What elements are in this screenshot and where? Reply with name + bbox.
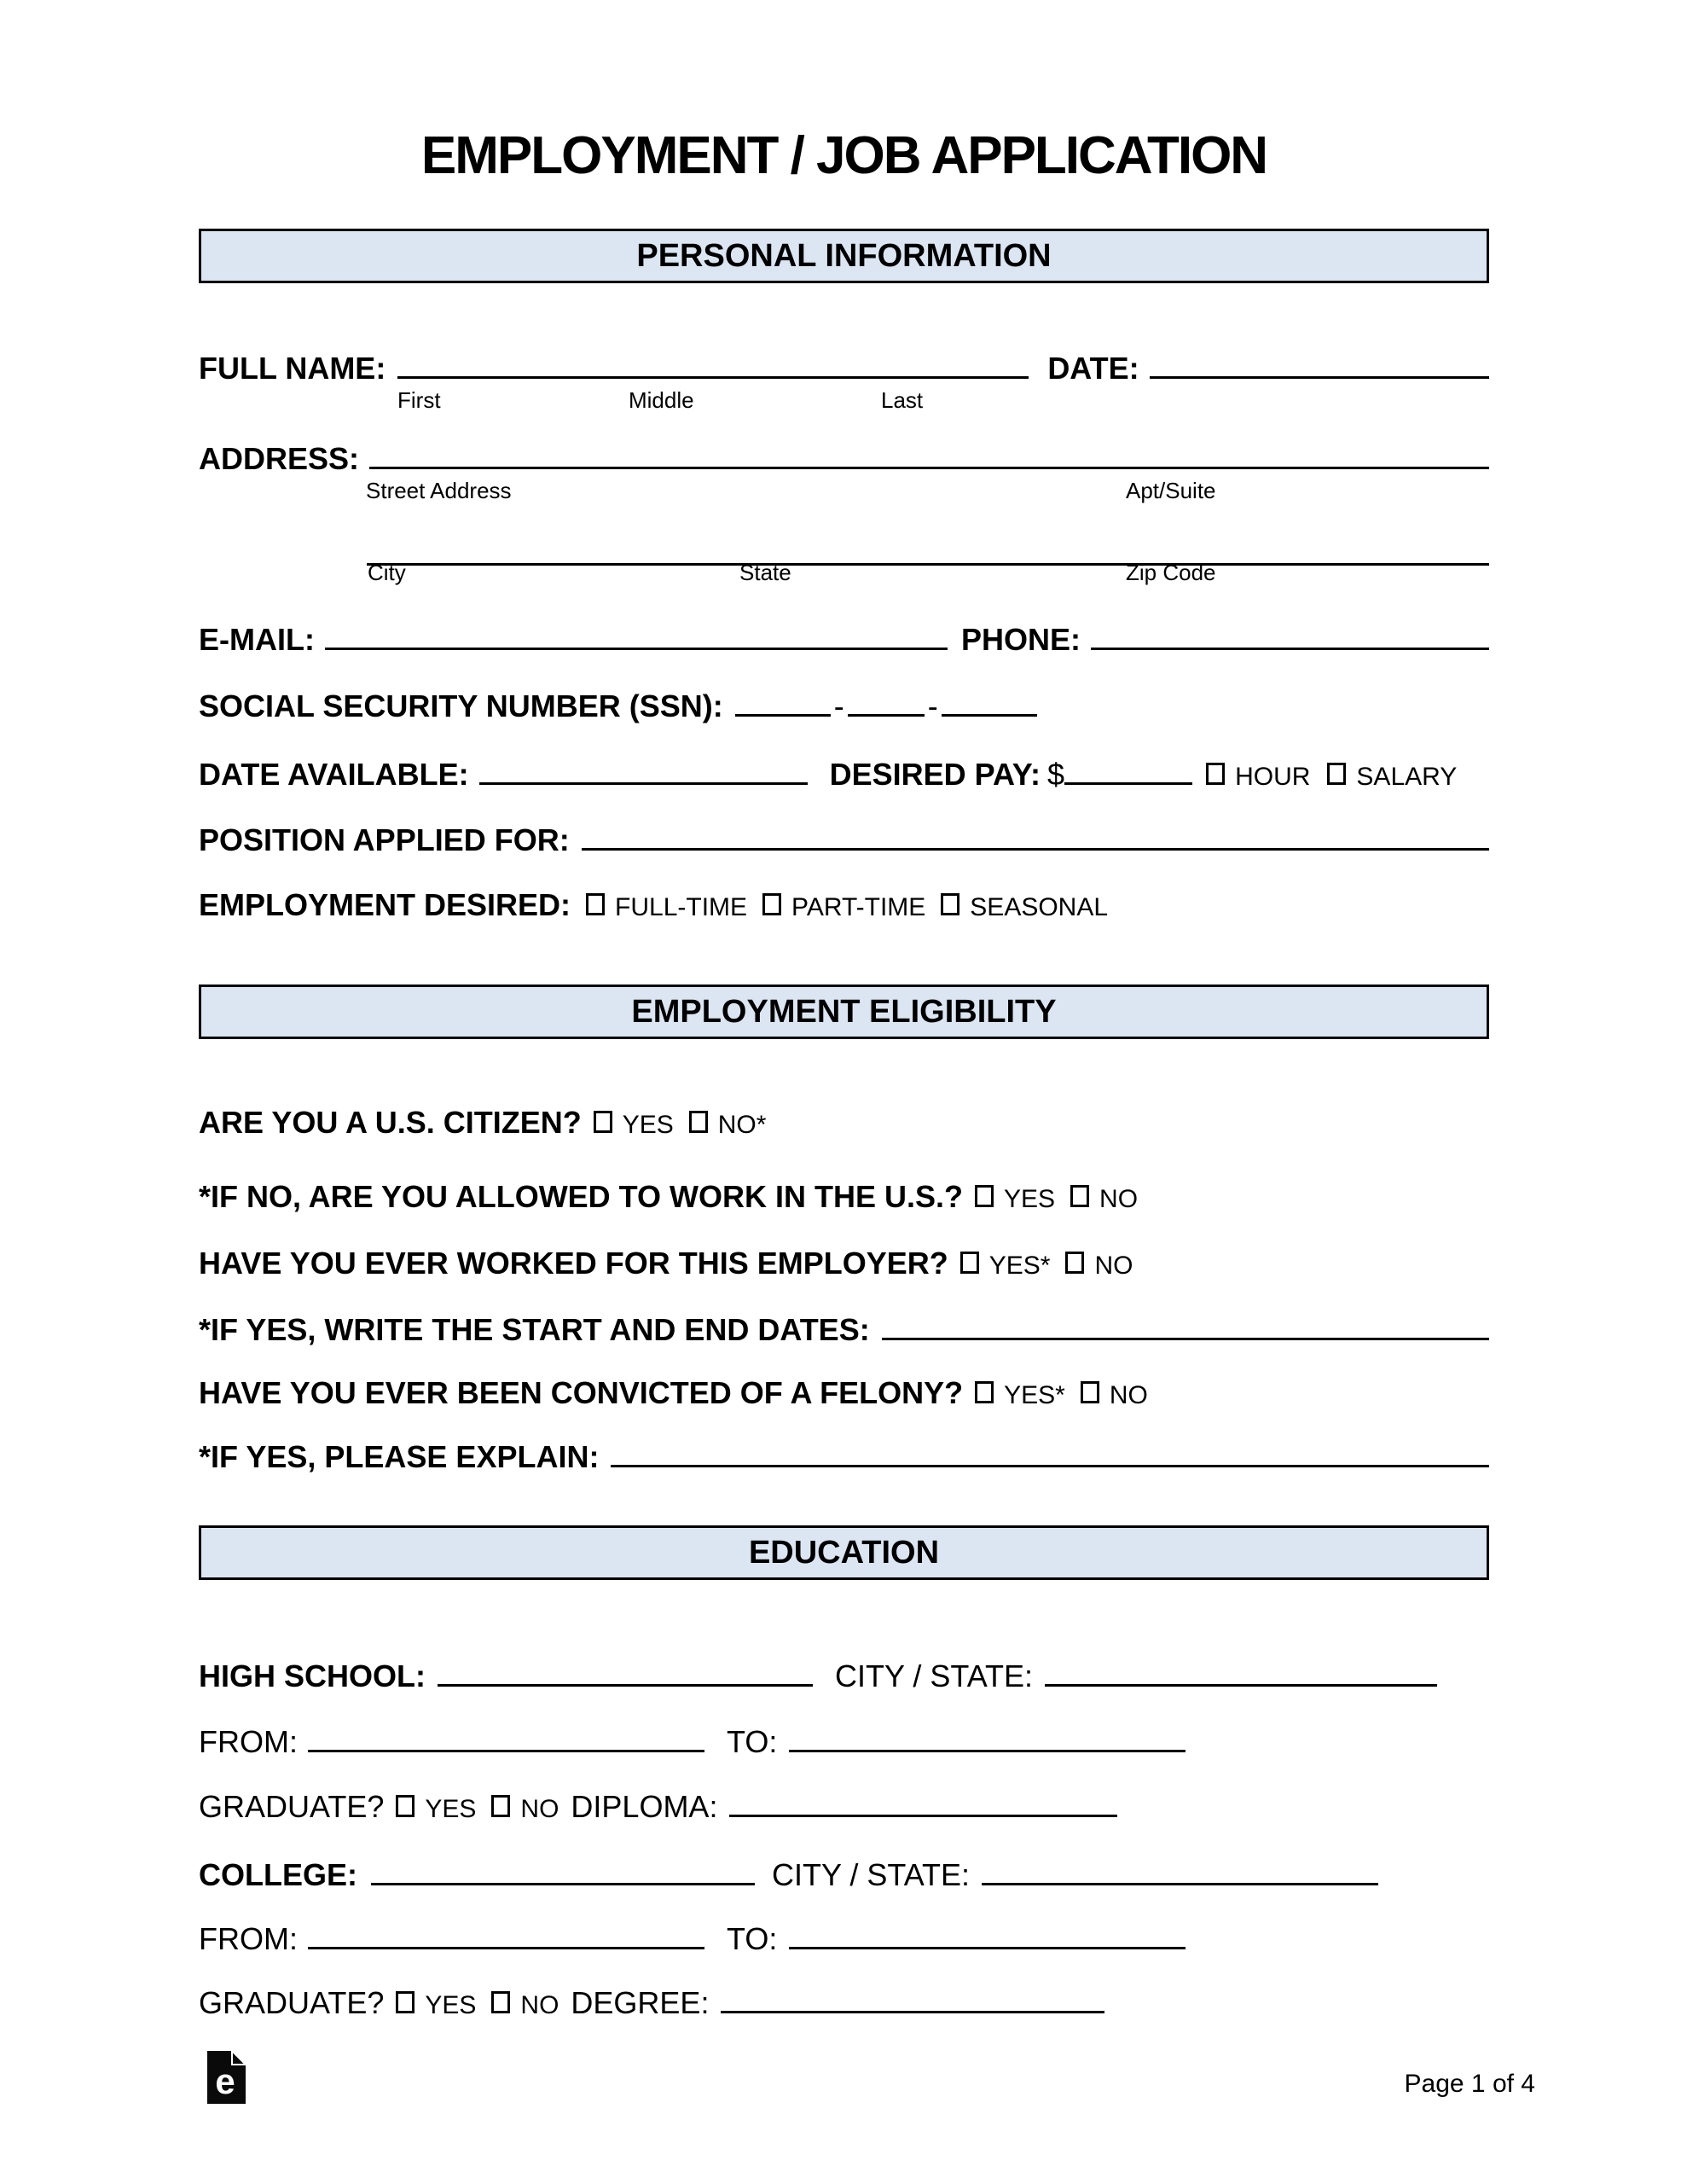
section-header-employment-eligibility: EMPLOYMENT ELIGIBILITY [199, 985, 1489, 1039]
employment-part-time-checkbox[interactable] [762, 893, 781, 915]
college-from-label: FROM: [199, 1921, 298, 1956]
apt-suite-sublabel: Apt/Suite [1126, 478, 1216, 503]
address-line1-sublabels-row [199, 478, 1489, 503]
start-end-dates-row [199, 1311, 1489, 1349]
eforms-document-logo-icon [207, 2051, 246, 2111]
ssn-separator-1: - [833, 688, 844, 723]
citizen-no-label: NO* [717, 1111, 767, 1139]
college-graduate-yes-checkbox[interactable] [396, 1991, 415, 2013]
full-name-label: FULL NAME: [199, 351, 386, 386]
street-address-input-line[interactable] [369, 467, 1489, 469]
high-school-label: HIGH SCHOOL: [199, 1658, 426, 1693]
college-graduate-no-checkbox[interactable] [491, 1991, 510, 2013]
worked-before-yes-checkbox[interactable] [960, 1252, 979, 1274]
college-name-input-line[interactable] [371, 1883, 755, 1885]
felony-explain-row [199, 1438, 1489, 1476]
name-sublabels-row [199, 387, 1489, 413]
employment-full-time-checkbox[interactable] [586, 893, 605, 915]
employment-full-time-label: FULL-TIME [615, 893, 748, 921]
employment-seasonal-checkbox[interactable] [941, 893, 959, 915]
high-school-name-input-line[interactable] [438, 1684, 813, 1687]
hs-city-state-input-line[interactable] [1045, 1684, 1437, 1687]
ssn-input-line-1[interactable] [735, 714, 831, 717]
citizen-question-label: ARE YOU A U.S. CITIZEN? [199, 1105, 582, 1140]
address-label: ADDRESS: [199, 441, 360, 476]
felony-explain-input-line[interactable] [611, 1465, 1489, 1467]
felony-no-label: NO [1109, 1381, 1148, 1409]
felony-no-checkbox[interactable] [1081, 1381, 1099, 1403]
phone-label: PHONE: [960, 622, 1081, 657]
hs-to-input-line[interactable] [789, 1750, 1186, 1752]
page-footer [207, 2051, 1535, 2111]
worked-before-yes-label: YES* [988, 1252, 1051, 1280]
page-title: EMPLOYMENT / JOB APPLICATION [420, 126, 1267, 185]
phone-input-line[interactable] [1091, 648, 1489, 650]
state-sublabel: State [739, 560, 791, 585]
date-input-line[interactable] [1150, 376, 1489, 379]
college-from-input-line[interactable] [308, 1947, 704, 1949]
full-name-input-line[interactable] [397, 376, 1029, 379]
currency-symbol: $ [1047, 757, 1065, 792]
college-graduate-no-label: NO [520, 1991, 559, 2019]
zip-code-sublabel: Zip Code [1126, 560, 1216, 585]
allowed-to-work-question-label: *IF NO, ARE YOU ALLOWED TO WORK IN THE U.S.? [199, 1179, 964, 1214]
street-address-sublabel: Street Address [366, 478, 512, 503]
address-line2-row [199, 522, 1489, 560]
date-available-label: DATE AVAILABLE: [199, 757, 469, 792]
pay-hour-label: HOUR [1235, 763, 1311, 791]
page-number: Page 1 of 4 [1404, 2070, 1535, 2098]
worked-before-question-row [199, 1245, 1489, 1285]
full-name-row [199, 350, 1489, 387]
worked-before-no-checkbox[interactable] [1065, 1252, 1084, 1274]
ssn-input-line-2[interactable] [848, 714, 925, 717]
pay-hour-checkbox[interactable] [1206, 763, 1225, 785]
desired-pay-input-line[interactable] [1064, 782, 1192, 785]
hs-graduate-yes-checkbox[interactable] [396, 1795, 415, 1817]
citizen-no-checkbox[interactable] [689, 1111, 708, 1133]
svg-text:e: e [215, 2061, 235, 2101]
first-name-sublabel: First [397, 387, 441, 413]
college-dates-row [199, 1920, 1489, 1958]
worked-before-question-label: HAVE YOU EVER WORKED FOR THIS EMPLOYER? [199, 1246, 948, 1281]
employment-desired-label: EMPLOYMENT DESIRED: [199, 887, 571, 922]
middle-name-sublabel: Middle [629, 387, 694, 413]
employment-desired-row [199, 886, 1489, 926]
hs-diploma-input-line[interactable] [729, 1815, 1117, 1817]
citizen-yes-checkbox[interactable] [594, 1111, 612, 1133]
address-row [199, 440, 1489, 478]
college-city-state-label: CITY / STATE: [772, 1857, 971, 1892]
hs-graduate-no-checkbox[interactable] [491, 1795, 510, 1817]
ssn-input-line-3[interactable] [942, 714, 1037, 717]
felony-question-row [199, 1374, 1489, 1414]
college-graduate-label: GRADUATE? [199, 1985, 385, 2020]
section-header-education: EDUCATION [199, 1525, 1489, 1580]
hs-city-state-label: CITY / STATE: [835, 1658, 1034, 1693]
felony-question-label: HAVE YOU EVER BEEN CONVICTED OF A FELONY? [199, 1375, 964, 1410]
employment-part-time-label: PART-TIME [791, 893, 926, 921]
high-school-graduate-row [199, 1788, 1489, 1828]
start-end-dates-label: *IF YES, WRITE THE START AND END DATES: [199, 1312, 870, 1347]
citizen-yes-label: YES [622, 1111, 674, 1139]
email-phone-row [199, 621, 1489, 659]
allowed-to-work-yes-label: YES [1004, 1185, 1056, 1213]
ssn-label: SOCIAL SECURITY NUMBER (SSN): [199, 688, 723, 723]
college-graduate-row [199, 1984, 1489, 2024]
college-label: COLLEGE: [199, 1857, 357, 1892]
hs-graduate-label: GRADUATE? [199, 1789, 385, 1824]
hs-graduate-yes-label: YES [425, 1795, 477, 1823]
allowed-to-work-yes-checkbox[interactable] [975, 1185, 994, 1207]
employment-seasonal-label: SEASONAL [970, 893, 1109, 921]
hs-diploma-label: DIPLOMA: [571, 1789, 718, 1824]
email-label: E-MAIL: [199, 622, 315, 657]
college-row [199, 1856, 1489, 1894]
date-available-pay-row [199, 756, 1489, 796]
college-city-state-input-line[interactable] [982, 1883, 1378, 1885]
ssn-separator-2: - [927, 688, 938, 723]
start-end-dates-input-line[interactable] [882, 1338, 1489, 1340]
allowed-to-work-no-label: NO [1099, 1185, 1139, 1213]
section-header-personal-information: PERSONAL INFORMATION [199, 229, 1489, 283]
allowed-to-work-no-checkbox[interactable] [1070, 1185, 1089, 1207]
worked-before-no-label: NO [1094, 1252, 1133, 1280]
hs-from-label: FROM: [199, 1724, 298, 1759]
date-label: DATE: [1047, 351, 1139, 386]
college-degree-label: DEGREE: [571, 1985, 710, 2020]
last-name-sublabel: Last [881, 387, 924, 413]
address-line2-sublabels-row [199, 560, 1489, 585]
college-to-input-line[interactable] [789, 1947, 1186, 1949]
allowed-to-work-question-row [199, 1178, 1489, 1218]
position-row [199, 822, 1489, 859]
citizen-question-row [199, 1104, 1489, 1144]
felony-yes-checkbox[interactable] [975, 1381, 994, 1403]
college-degree-input-line[interactable] [721, 2011, 1104, 2013]
position-input-line[interactable] [582, 848, 1489, 851]
pay-salary-checkbox[interactable] [1327, 763, 1346, 785]
pay-salary-label: SALARY [1356, 763, 1458, 791]
date-available-input-line[interactable] [479, 782, 808, 785]
college-graduate-yes-label: YES [425, 1991, 477, 2019]
ssn-row [199, 688, 1489, 725]
high-school-row [199, 1658, 1489, 1695]
position-label: POSITION APPLIED FOR: [199, 822, 570, 857]
felony-explain-label: *IF YES, PLEASE EXPLAIN: [199, 1439, 600, 1474]
desired-pay-label: DESIRED PAY: [829, 757, 1041, 792]
felony-yes-label: YES* [1004, 1381, 1065, 1409]
email-input-line[interactable] [325, 648, 948, 650]
hs-from-input-line[interactable] [308, 1750, 704, 1752]
city-sublabel: City [368, 560, 406, 585]
hs-graduate-no-label: NO [520, 1795, 559, 1823]
college-to-label: TO: [726, 1921, 778, 1956]
high-school-dates-row [199, 1723, 1489, 1761]
hs-to-label: TO: [726, 1724, 778, 1759]
